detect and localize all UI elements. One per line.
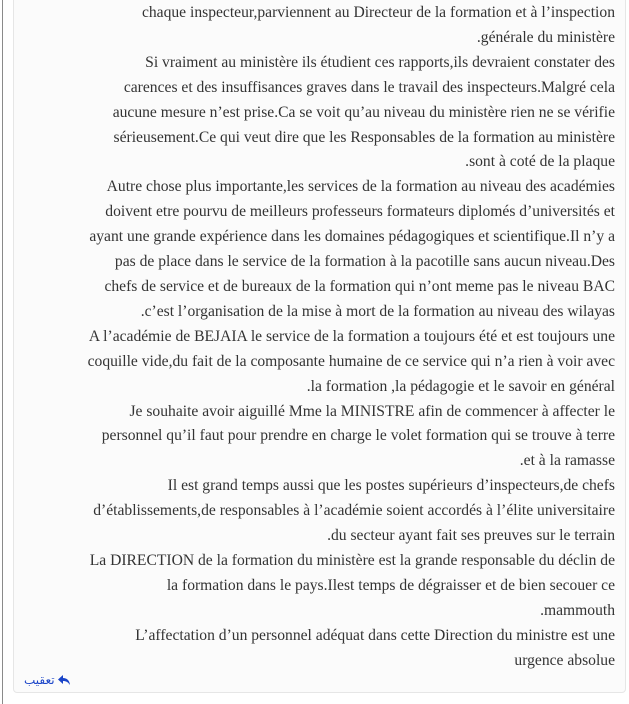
comment-line [34,175,615,200]
comment-line [34,524,615,549]
reply-link[interactable] [24,673,71,687]
comment-line-text: .mammouth [540,601,615,619]
comment-line [34,275,615,300]
comment-line-text: La DIRECTION de la formation du ministère est la grande responsable du déclin de [89,551,615,569]
comment-line-text: sérieusement.Ce qui veut dire que les Responsables de la formation au ministère [113,128,615,146]
comment-line [34,400,615,425]
comment-line-text: A l’académie de BEJAIA le service de la formation a toujours été et est toujours une [88,327,615,345]
comment-line [34,225,615,250]
comment-body [34,1,615,673]
comment-card [13,0,626,693]
comment-line-text: ayant une grande expérience dans les domaines pédagogiques et scientifique.Il n’y a [89,228,615,246]
reply-arrow-icon [57,674,71,686]
comment-line-text: urgence absolue [514,651,615,669]
comment-line [34,101,615,126]
comment-line [34,624,615,649]
comment-line [34,126,615,151]
comment-line-text: personnel qu’il faut pour prendre en charge le volet formation qui se trouve à terre [101,427,615,445]
comment-line [34,350,615,375]
comment-line-text: Si vraiment au ministère ils étudient ces rapports,ils devraient constater des [145,53,615,71]
comment-line [34,474,615,499]
comment-line [34,574,615,599]
comment-line-text: .c’est l’organisation de la mise à mort de la formation au niveau des wilayas [140,302,615,320]
comment-line [34,26,615,51]
page-edge-rule [2,0,3,704]
comment-line [34,300,615,325]
comment-line-text: aucune mesure n’est prise.Ca se voit qu’au niveau du ministère rien ne se vérifie [112,103,615,121]
comment-line-text: la formation dans le pays.Ilest temps de dégraisser et de bien secouer ce [166,576,615,594]
comment-line-text: doivent etre pourvu de meilleurs professeurs formateurs diplomés d’universités et [105,203,615,221]
comment-line-text: .et à la ramasse [519,452,615,470]
comment-line [34,499,615,524]
reply-label: تعقيب [24,673,55,687]
comment-line-text: pas de place dans le service de la formation à la pacotille sans aucun niveau.Des [114,253,615,271]
comment-line-text: chaque inspecteur,parviennent au Directeur de la formation et à l’inspection [141,4,615,21]
comment-line [34,250,615,275]
comment-line-text: Il est grand temps aussi que les postes supérieurs d’inspecteurs,de chefs [167,477,615,495]
comment-line [34,1,615,26]
comment-line-text: Je souhaite avoir aiguillé Mme la MINISTRE afin de commencer à affecter le [129,402,615,420]
comment-line [34,549,615,574]
comment-line-text: .générale du ministère [476,28,615,46]
comment-line-text: coquille vide,du fait de la composante humaine de ce service qui n’a rien à voir avec [87,352,615,370]
comment-line-text: carences et des insuffisances graves dans le travail des inspecteurs.Malgré cela [123,78,615,96]
comment-line-text: d’établissements,de responsables à l’académie soient accordés à l’élite universitaire [93,502,615,520]
comment-line [34,424,615,449]
comment-line-text: Autre chose plus importante,les services de la formation au niveau des académies [106,178,615,196]
comment-line-text: .la formation ,la pédagogie et le savoir en général [306,377,615,395]
comment-line [34,51,615,76]
comment-line [34,76,615,101]
comment-line-text: .du secteur ayant fait ses preuves sur le terrain [327,527,615,545]
comment-line [34,200,615,225]
comment-line [34,325,615,350]
comment-line-text: L’affectation d’un personnel adéquat dans cette Direction du ministre est une [135,626,615,644]
comment-line-text: chefs de service et de bureaux de la formation qui n’ont meme pas le niveau BAC [104,277,615,295]
comment-line [34,150,615,175]
comment-line-text: .sont à coté de la plaque [465,153,615,171]
comment-line [34,599,615,624]
comment-line [34,375,615,400]
comment-line [34,649,615,674]
comment-line [34,449,615,474]
